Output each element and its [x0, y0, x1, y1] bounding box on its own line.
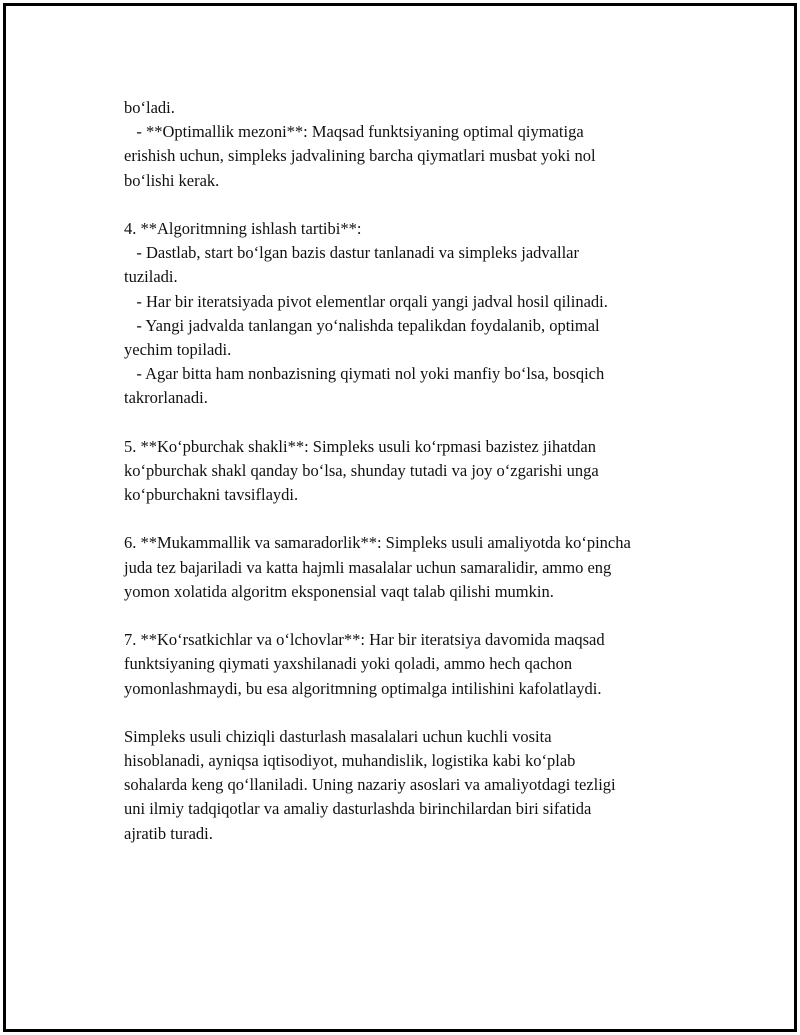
paragraph-polygon-shape [124, 435, 724, 508]
text-line: Simpleks usuli chiziqli dasturlash masalalari uchun kuchli vosita [124, 726, 552, 746]
paragraph-spacer [124, 507, 724, 531]
text-line: tuziladi. [124, 267, 178, 287]
text-line: ko‘pburchakni tavsiflaydi. [124, 485, 299, 504]
text-line: - Har bir iteratsiyada pivot elementlar orqali yangi jadval hosil qilinadi. [124, 291, 608, 311]
paragraph-spacer [124, 701, 724, 725]
text-line: takrorlanadi. [124, 388, 208, 408]
text-line: bo‘lishi kerak. [124, 170, 220, 190]
text-line: - Yangi jadvalda tanlangan yo‘nalishda tepalikdan foydalanib, optimal [124, 315, 600, 335]
text-line: 5. **Ko‘pburchak shakli**: Simpleks usuli ko‘rpmasi bazistez jihatdan [124, 436, 596, 456]
page-frame [3, 3, 797, 1032]
text-line: bo‘ladi. [124, 98, 175, 117]
text-line: yechim topiladi. [124, 339, 232, 359]
paragraph-conclusion [124, 725, 724, 846]
paragraph-efficiency [124, 531, 724, 604]
text-line: 6. **Mukammallik va samaradorlik**: Simpleks usuli amaliyotda ko‘pincha [124, 533, 631, 553]
text-line: - Dastlab, start bo‘lgan bazis dastur tanlanadi va simpleks jadvallar [124, 243, 579, 263]
text-line: - **Optimallik mezoni**: Maqsad funktsiyaning optimal qiymatiga [124, 122, 584, 142]
text-line: erishish uchun, simpleks jadvalining barcha qiymatlari musbat yoki nol [124, 146, 596, 166]
text-line: sohalarda keng qo‘llaniladi. Uning nazariy asoslari va amaliyotdagi tezligi [124, 775, 616, 795]
text-line: uni ilmiy tadqiqotlar va amaliy dasturlashda birinchilardan biri sifatida [124, 799, 592, 819]
paragraph-indicators [124, 628, 724, 701]
text-line: ajratib turadi. [124, 823, 213, 843]
text-line: yomonlashmaydi, bu esa algoritmning optimalga intilishini kafolatlaydi. [124, 678, 602, 698]
text-line: juda tez bajariladi va katta hajmli masalalar uchun samaralidir, ammo eng [124, 557, 612, 577]
paragraph-algorithm-steps [124, 217, 724, 411]
text-line: yomon xolatida algoritm eksponensial vaqt talab qilishi mumkin. [124, 581, 554, 601]
text-line: 4. **Algoritmning ishlash tartibi**: [124, 218, 362, 238]
paragraph-optimality-criterion [124, 96, 724, 193]
text-line: hisoblanadi, ayniqsa iqtisodiyot, muhandislik, logistika kabi ko‘plab [124, 751, 576, 771]
text-line: ko‘pburchak shakl qanday bo‘lsa, shunday tutadi va joy o‘zgarishi unga [124, 460, 599, 480]
paragraph-spacer [124, 193, 724, 217]
text-line: - Agar bitta ham nonbazisning qiymati nol yoki manfiy bo‘lsa, bosqich [124, 364, 605, 384]
text-line: funktsiyaning qiymati yaxshilanadi yoki qoladi, ammo hech qachon [124, 654, 573, 674]
paragraph-spacer [124, 604, 724, 628]
document-body [124, 96, 724, 846]
paragraph-spacer [124, 410, 724, 434]
text-line: 7. **Ko‘rsatkichlar va o‘lchovlar**: Har bir iteratsiya davomida maqsad [124, 630, 605, 650]
